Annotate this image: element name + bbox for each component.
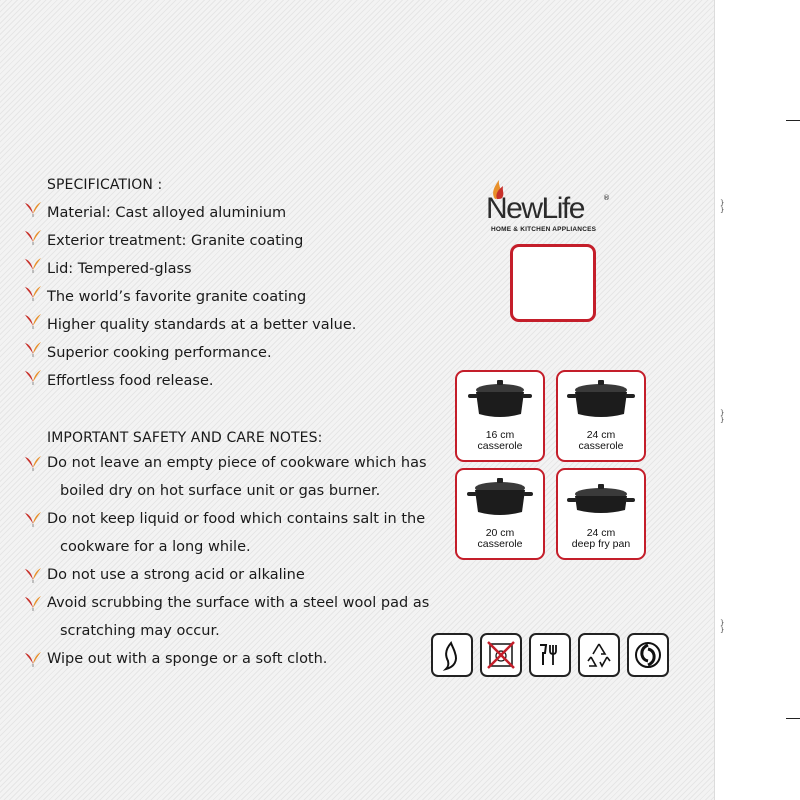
spec-item: Lid: Tempered-glass [23, 256, 192, 282]
leaf-bullet-icon [23, 650, 43, 668]
product-card: 24 cm casserole [556, 370, 646, 462]
leaf-bullet-icon [23, 340, 43, 358]
leaf-bullet-icon [23, 566, 43, 584]
product-card: 24 cm deep fry pan [556, 468, 646, 560]
leaf-bullet-icon [23, 312, 43, 330]
leaf-bullet-icon [23, 228, 43, 246]
leaf-bullet-icon [23, 510, 43, 528]
brand-name: NewLife [486, 192, 584, 225]
leaf-bullet-icon [23, 368, 43, 386]
casserole-icon [461, 472, 539, 522]
leaf-bullet-icon [23, 256, 43, 274]
casserole-icon [562, 374, 640, 424]
leaf-bullet-icon [23, 200, 43, 218]
spec-item: Material: Cast alloyed aluminium [23, 200, 286, 226]
crop-mark [786, 718, 800, 719]
fold-tick: } } [720, 619, 725, 634]
spec-item: Exterior treatment: Granite coating [23, 228, 303, 254]
leaf-bullet-icon [23, 594, 43, 612]
food-safe-icon [529, 633, 571, 677]
spec-item: The world’s favorite granite coating [23, 284, 306, 310]
green-dot-icon [627, 633, 669, 677]
spec-item: Superior cooking performance. [23, 340, 272, 366]
product-card: 16 cm casserole [455, 370, 545, 462]
no-dishwasher-icon [480, 633, 522, 677]
leaf-bullet-icon [23, 454, 43, 472]
safety-item: Do not use a strong acid or alkaline [23, 566, 305, 589]
flame-icon [431, 633, 473, 677]
brand-tagline: HOME & KITCHEN APPLIANCES [491, 226, 597, 233]
leaf-bullet-icon [23, 284, 43, 302]
safety-item: Wipe out with a sponge or a soft cloth. [23, 650, 327, 673]
safety-item: Do not keep liquid or food which contains salt in the cookware for a long while. [23, 510, 425, 561]
casserole-icon [461, 374, 539, 424]
fold-tick: } } [720, 199, 725, 214]
specification-title: SPECIFICATION : [47, 177, 163, 193]
safety-title: IMPORTANT SAFETY AND CARE NOTES: [47, 430, 323, 446]
crop-mark [786, 120, 800, 121]
brand-logo [486, 178, 626, 242]
deep-fry-pan-icon [562, 472, 640, 522]
blank-label-box [510, 244, 596, 322]
recycle-icon [578, 633, 620, 677]
registered-mark: ® [603, 194, 610, 202]
spec-item: Effortless food release. [23, 368, 213, 394]
spec-item: Higher quality standards at a better value. [23, 312, 356, 338]
fold-tick: } } [720, 409, 725, 424]
product-card: 20 cm casserole [455, 468, 545, 560]
safety-item: Avoid scrubbing the surface with a steel wool pad as scratching may occur. [23, 594, 429, 645]
safety-item: Do not leave an empty piece of cookware which has boiled dry on hot surface unit or gas burner. [23, 454, 427, 505]
